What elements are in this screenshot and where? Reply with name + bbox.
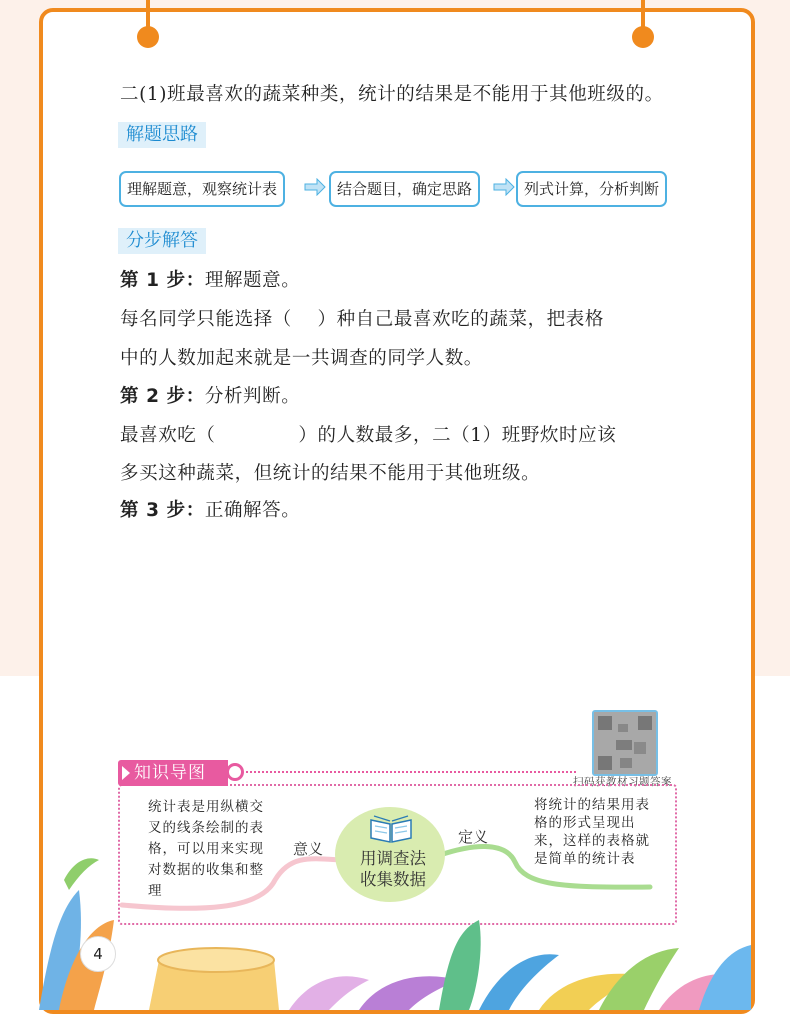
- intro-line: 二(1)班最喜欢的蔬菜种类，统计的结果是不能用于其他班级的。: [120, 84, 664, 105]
- flow-step-1: 理解题意，观察统计表: [119, 171, 285, 207]
- mind-map-right-note: 将统计的结果用表格的形式呈现出来，这样的表格就是简单的统计表: [534, 797, 650, 867]
- plants-illustration: [39, 830, 751, 1010]
- qr-caption: 扫码获教材习题答案: [573, 776, 672, 788]
- step-3-text: 正确解答。: [204, 500, 301, 521]
- mind-map-left-note: 统计表是用纵横交叉的线条绘制的表格，可以用来实现对数据的收集和整理: [148, 799, 264, 899]
- step-2-text: 分析判断。: [204, 386, 301, 407]
- page-number: 4: [80, 936, 116, 972]
- step-2-body-line-1: 最喜欢吃（ ）的人数最多，二（1）班野炊时应该: [120, 425, 617, 446]
- step-1-label: 第 1 步：: [120, 270, 205, 291]
- flow-step-2: 结合题目，确定思路: [329, 171, 480, 207]
- heading-steps: 分步解答: [118, 228, 206, 254]
- mind-map-left-label: 意义: [293, 840, 324, 858]
- mind-map-title-text: 知识导图: [134, 763, 206, 783]
- heading-thinking: 解题思路: [118, 122, 206, 148]
- step-1-text: 理解题意。: [204, 270, 301, 291]
- center-line-2: 收集数据: [360, 870, 426, 889]
- flow-step-3: 列式计算，分析判断: [516, 171, 667, 207]
- step-1-body-line-1: 每名同学只能选择（ ）种自己最喜欢吃的蔬菜，把表格: [120, 309, 604, 330]
- step-1-body-line-2: 中的人数加起来就是一共调查的同学人数。: [120, 348, 483, 369]
- mind-map-right-label: 定义: [458, 828, 489, 846]
- step-2-body-line-2: 多买这种蔬菜，但统计的结果不能用于其他班级。: [120, 463, 541, 484]
- step-3-label: 第 3 步：: [120, 500, 205, 521]
- step-2-label: 第 2 步：: [120, 386, 205, 407]
- center-line-1: 用调查法: [360, 849, 426, 868]
